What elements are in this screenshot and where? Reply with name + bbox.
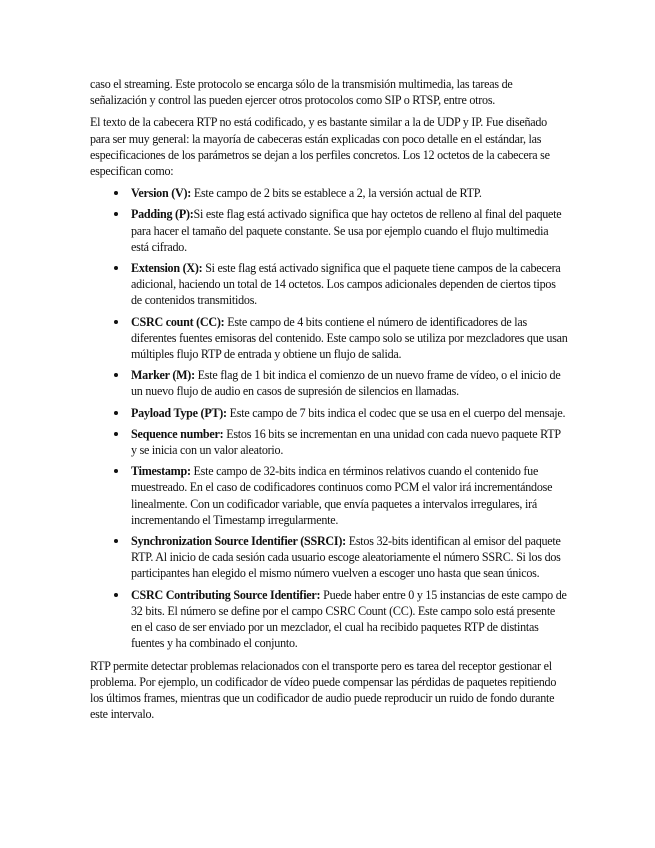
field-item-version [90,185,568,201]
document-page [90,76,568,728]
field-description: Puede haber entre 0 y 15 instancias de este campo de 32 bits. El número se define por el campo CSRC Count (CC). Este campo solo está presente en el caso de ser enviado por un mezclador, el cual ha recibido paquetes RTP de distintas fuentes y ha combinado el conjunto. [131,587,567,651]
field-term: Synchronization Source Identifier (SSRCI): [131,534,346,549]
field-term: Padding (P): [131,207,194,222]
field-item-marker [90,367,568,399]
field-item-sequence-number [90,426,568,458]
field-description: Este campo de 7 bits indica el codec que se usa en el cuerpo del mensaje. [226,405,566,420]
field-item-extension [90,260,568,309]
field-item-timestamp [90,463,568,528]
field-term: Sequence number: [131,426,224,441]
field-description: Estos 16 bits se incrementan en una unidad con cada nuevo paquete RTP y se inicia con un valor aleatorio. [131,426,561,458]
field-item-ssrc [90,533,568,582]
field-term: Extension (X): [131,261,203,276]
intro-paragraph-1: caso el streaming. Este protocolo se encarga sólo de la transmisión multimedia, las tareas de señalización y control las pueden ejercer otros protocolos como SIP o RTSP, entre otros. [90,77,513,108]
closing-paragraph: RTP permite detectar problemas relacionados con el transporte pero es tarea del receptor gestionar el problema. Por ejemplo, un codificador de vídeo puede compensar las pérdidas de paquetes repitiendo los últimos frames, mientras que un codificador de audio puede reproducir un ruido de fondo durante este intervalo. [90,658,557,722]
field-item-csrc-count [90,314,568,363]
field-description: Este campo de 32-bits indica en términos relativos cuando el contenido fue muestreado. En el caso de codificadores continuos como PCM el valor irá incrementándose linealmente. Con un codificador variable, que envía paquetes a intervalos irregulares, irá incrementando el Timestamp irregularmente. [131,464,553,527]
field-description: Si este flag está activado significa que el paquete tiene campos de la cabecera adicional, haciendo un total de 14 octetos. Los campos adicionales dependen de ciertos tipos de contenidos transmitidos. [131,261,561,308]
intro-paragraph-2: El texto de la cabecera RTP no está codificado, y es bastante similar a la de UDP y IP. Fue diseñado para ser muy general: la mayoría de cabeceras están explicadas con poco detalle en el estándar, las especificaciones de los parámetros se dejan a los perfiles concretos. Los 12 octetos de la cabecera se especifican como: [90,115,550,179]
field-item-payload-type [90,405,568,421]
field-description: Este campo de 2 bits se establece a 2, la versión actual de RTP. [191,186,482,201]
field-term: Payload Type (PT): [131,405,227,420]
field-description: Si este flag está activado significa que hay octetos de relleno al final del paquete para hacer el tamaño del paquete constante. Se usa por ejemplo cuando el flujo multimedia está cifrado. [131,207,562,254]
header-fields-list [90,185,568,651]
field-term: Timestamp: [131,464,191,479]
field-term: CSRC count (CC): [131,314,225,329]
field-term: CSRC Contributing Source Identifier: [131,587,321,602]
field-item-padding [90,206,568,255]
field-term: Marker (M): [131,368,195,383]
field-description: Este flag de 1 bit indica el comienzo de un nuevo frame de vídeo, o el inicio de un nuevo flujo de audio en casos de supresión de silencios en llamadas. [131,368,561,399]
field-description: Estos 32-bits identifican al emisor del paquete RTP. Al inicio de cada sesión cada usuario escoge aleatoriamente el número SSRC. Si los dos participantes han elegido el mismo número vuelven a escoger uno hasta que sean únicos. [131,534,561,581]
field-term: Version (V): [131,186,192,201]
field-item-csrc-identifier [90,587,568,652]
field-description: Este campo de 4 bits contiene el número de identificadores de las diferentes fuentes emisoras del contenido. Este campo solo se utiliza por mezcladores que usan múltiples flujo RTP de entrada y obtiene un flujo de salida. [131,314,568,362]
